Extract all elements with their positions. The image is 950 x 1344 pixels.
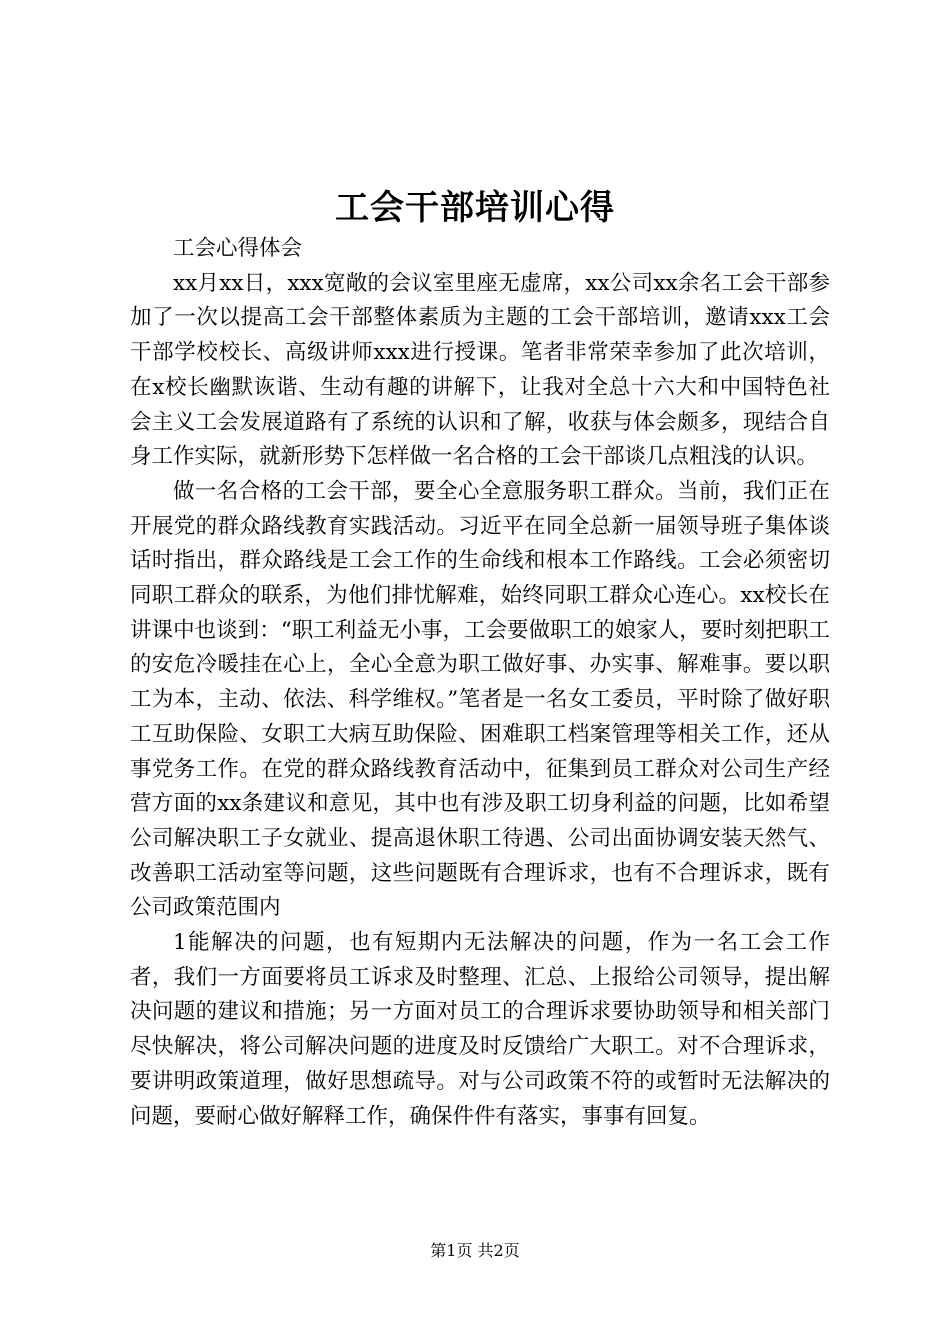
page-number-footer: 第1页 共2页 (430, 1241, 520, 1260)
paragraph: 1能解决的问题，也有短期内无法解决的问题，作为一名工会工作者，我们一方面要将员工诉求及时整理、汇总、上报给公司领导，提出解决问题的建议和措施；另一方面对员工的合理诉求要协助领导和相关部门尽快解决，将公司解决问题的进度及时反馈给广大职工。对不合理诉求，要讲明政策道理，做好思想疏导。对与公司政策不符的或暂时无法解决的问题，要耐心做好解释工作，确保件件有落实，事事有回复。 (130, 930, 830, 1129)
paragraph-subtitle: 工会心得体会 (173, 236, 303, 261)
document-body (130, 232, 830, 1134)
paragraph: 做一名合格的工会干部，要全心全意服务职工群众。当前，我们正在开展党的群众路线教育实践活动。习近平在同全总新一届领导班子集体谈话时指出，群众路线是工会工作的生命线和根本工作路线。工会必须密切同职工群众的联系，为他们排忧解难，始终同职工群众心连心。xx校长在讲课中也谈到：“职工利益无小事，工会要做职工的娘家人，要时刻把职工的安危冷暖挂在心上，全心全意为职工做好事、办实事、解难事。要以职工为本，主动、依法、科学维权。”笔者是一名女工委员，平时除了做好职工互助保险、女职工大病互助保险、困难职工档案管理等相关工作，还从事党务工作。在党的群众路线教育活动中，征集到员工群众对公司生产经营方面的xx条建议和意见，其中也有涉及职工切身利益的问题，比如希望公司解决职工子女就业、提高退休职工待遇、公司出面协调安装天然气、改善职工活动室等问题，这些问题既有合理诉求，也有不合理诉求，既有公司政策范围内 (130, 478, 830, 921)
paragraph: xx月xx日，xxx宽敞的会议室里座无虚席，xx公司xx余名工会干部参加了一次以提高工会干部整体素质为主题的工会干部培训，邀请xxx工会干部学校校长、高级讲师xxx进行授课。笔者非常荣幸参加了此次培训，在x校长幽默诙谐、生动有趣的讲解下，让我对全总十六大和中国特色社会主义工会发展道路有了系统的认识和了解，收获与体会颇多，现结合自身工作实际，就新形势下怎样做一名合格的工会干部谈几点粗浅的认识。 (130, 270, 830, 470)
document-title: 工会干部培训心得 (335, 188, 615, 228)
